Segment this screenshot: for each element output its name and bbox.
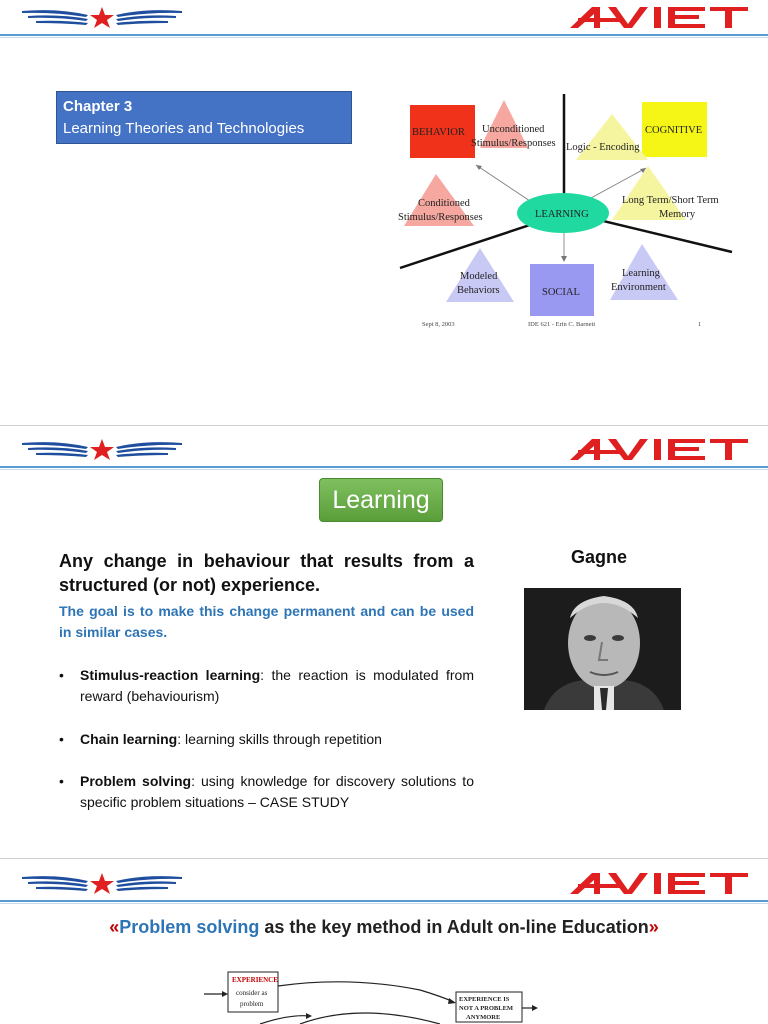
problem-solving-flowchart: [200, 966, 540, 1024]
quote-close: »: [648, 917, 659, 937]
box1-line1: EXPERIENCE: [232, 976, 278, 984]
red-star-icon: [90, 873, 114, 894]
quote-open: «: [109, 917, 120, 937]
memory-label-2: Memory: [659, 209, 696, 220]
diagram-footer-page: 1: [698, 321, 702, 328]
aviet-logo: [568, 870, 754, 896]
learning-goal: The goal is to make this change permanent and can be used in similar cases.: [59, 603, 474, 640]
slide-header: [0, 866, 768, 900]
wings-star-logo: [18, 436, 186, 464]
bullet-icon: •: [59, 667, 64, 683]
chapter-title: Learning Theories and Technologies: [63, 120, 305, 137]
header-divider-light: [0, 469, 768, 470]
box1-line2: consider as: [236, 989, 268, 997]
problem-solving-title: [0, 917, 768, 938]
conditioned-label: Conditioned: [418, 198, 470, 209]
list-item: [59, 665, 474, 707]
list-item: [59, 729, 474, 750]
list-item: [59, 771, 474, 813]
slide-1: [0, 0, 768, 420]
chapter-title-box: [56, 91, 352, 144]
red-star-icon: [90, 7, 114, 28]
bullet-term: Stimulus-reaction learning: [80, 667, 261, 683]
bullet-icon: •: [59, 731, 64, 747]
memory-label: Long Term/Short Term: [622, 195, 719, 206]
social-label: SOCIAL: [542, 287, 580, 298]
slide-separator: [0, 858, 768, 859]
aviet-logo: [568, 436, 754, 462]
learning-title-badge: Learning: [319, 478, 443, 522]
title-highlight: Problem solving: [119, 917, 260, 937]
box2-line1: EXPERIENCE IS: [459, 996, 510, 1003]
bullet-term: Problem solving: [80, 773, 192, 789]
box2-line3: ANYMORE: [466, 1014, 501, 1021]
wings-star-logo: [18, 4, 186, 32]
bullet-text: : using knowledge for discovery solutions to specific problem situations – CASE STUDY: [80, 773, 474, 810]
learning-definition: Any change in behaviour that results from a structured (or not) experience.: [59, 551, 474, 595]
slide-separator: [0, 425, 768, 426]
box2-line2: NOT A PROBLEM: [459, 1005, 514, 1012]
header-divider: [0, 900, 768, 902]
slide-header: [0, 432, 768, 466]
unconditioned-label-2: Stimulus/Responses: [471, 138, 556, 149]
header-divider: [0, 466, 768, 468]
logic-encoding-label: Logic - Encoding: [566, 142, 640, 153]
bullet-text: : the reaction is modulated from reward (behaviourism): [80, 667, 474, 704]
cognitive-label: COGNITIVE: [645, 125, 703, 136]
box1-line3: problem: [240, 1000, 264, 1008]
learning-label: LEARNING: [535, 209, 589, 220]
header-divider-light: [0, 903, 768, 904]
conditioned-label-2: Stimulus/Responses: [398, 212, 483, 223]
modeled-label: Modeled: [460, 271, 498, 282]
aviet-logo: [568, 4, 754, 30]
diagram-footer-date: Sept 8, 2003: [422, 321, 455, 328]
diagram-footer-course: IDE 621 - Erin C. Barnett: [528, 321, 596, 328]
bullet-icon: •: [59, 773, 64, 789]
learning-theories-diagram: [396, 90, 741, 340]
environment-label-2: Environment: [611, 282, 666, 293]
person-name: Gagne: [571, 547, 628, 567]
red-star-icon: [90, 439, 114, 460]
header-divider: [0, 34, 768, 36]
bullet-term: Chain learning: [80, 731, 178, 747]
modeled-label-2: Behaviors: [457, 285, 500, 296]
behavior-label: BEHAVIOR: [412, 127, 465, 138]
slide-header: [0, 0, 768, 34]
gagne-portrait: [524, 588, 681, 710]
environment-label: Learning: [622, 268, 660, 279]
chapter-number: Chapter 3: [63, 98, 133, 115]
unconditioned-label: Unconditioned: [482, 124, 545, 135]
title-rest: as the key method in Adult on-line Education: [259, 917, 649, 937]
wings-star-logo: [18, 870, 186, 898]
bullet-text: : learning skills through repetition: [177, 731, 382, 747]
header-divider-light: [0, 37, 768, 38]
